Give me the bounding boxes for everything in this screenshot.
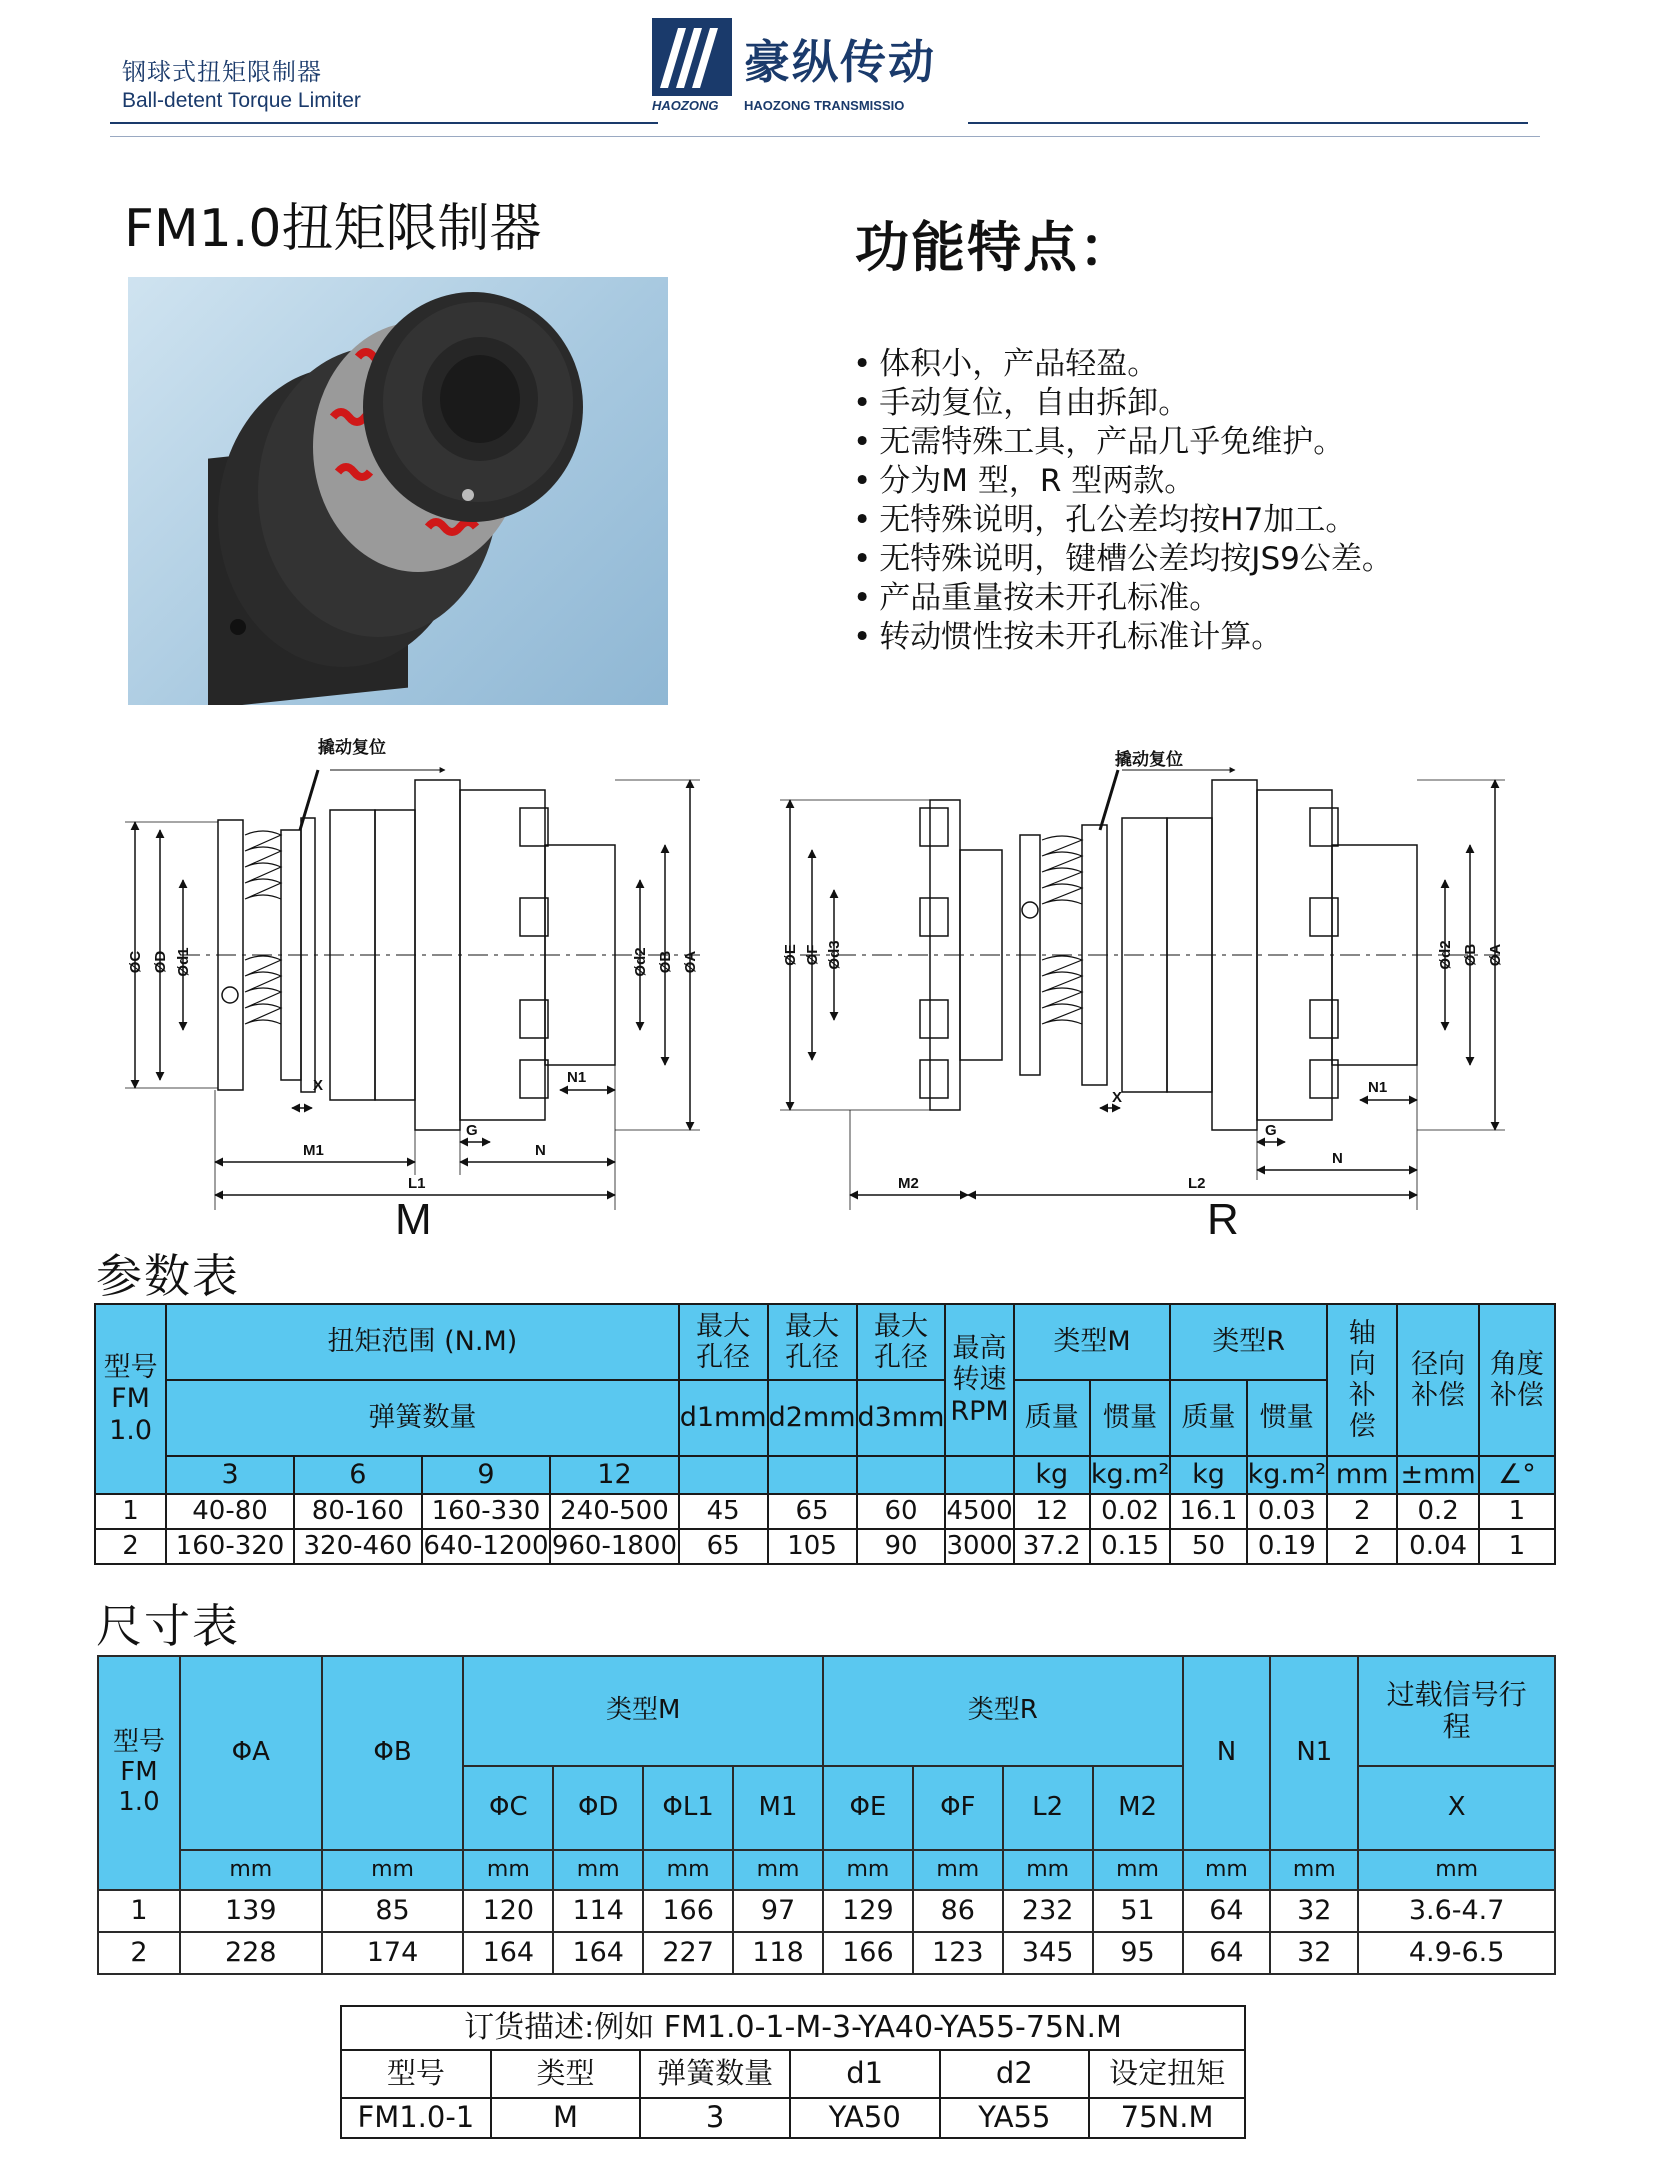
params-spring-3: 3 <box>166 1456 294 1494</box>
dims-phiA-header: ΦA <box>180 1656 322 1850</box>
dim-label: N1 <box>567 1069 587 1086</box>
feature-item: • 无特殊说明，孔公差均按H7加工。 <box>853 501 1393 540</box>
dim-label: L2 <box>1188 1175 1206 1192</box>
cell: 123 <box>913 1932 1003 1974</box>
cell: 2 <box>98 1932 180 1974</box>
dim-label: M2 <box>898 1175 919 1192</box>
cell: 65 <box>768 1494 857 1529</box>
drawing-m-type <box>125 770 700 1210</box>
dims-overload-header: 过载信号行 程 <box>1358 1656 1555 1766</box>
params-speed-header: 最高 转速 RPM <box>945 1304 1013 1456</box>
cell: 2 <box>1327 1494 1397 1529</box>
cell: 16.1 <box>1170 1494 1246 1529</box>
cell: 60 <box>857 1494 946 1529</box>
params-angular-header: 角度 补偿 <box>1479 1304 1555 1456</box>
dims-M2-header: M2 <box>1093 1766 1183 1850</box>
table-row <box>95 1494 1555 1529</box>
feature-item: • 产品重量按未开孔标准。 <box>853 579 1393 618</box>
dims-unit: mm <box>322 1850 464 1890</box>
header-rule-right <box>968 122 1528 124</box>
dims-phiB-header: ΦB <box>322 1656 464 1850</box>
header-rule-thin <box>110 136 1540 137</box>
cell: 2 <box>1327 1529 1397 1564</box>
order-value: 3 <box>640 2098 790 2138</box>
dim-label: M1 <box>303 1142 324 1159</box>
params-r-inertia-header: 惯量 <box>1247 1380 1327 1456</box>
feature-item: • 转动惯性按未开孔标准计算。 <box>853 618 1393 657</box>
dims-section-title: 尺寸表 <box>96 1599 240 1653</box>
cell: 120 <box>463 1890 553 1932</box>
dim-label: Ød2 <box>1437 940 1454 970</box>
cell: 1 <box>95 1494 166 1529</box>
dims-unit: mm <box>1183 1850 1271 1890</box>
technical-drawings <box>0 730 1653 1250</box>
params-unit-pm-mm: ±mm <box>1397 1456 1479 1494</box>
features-title: 功能特点： <box>855 216 1135 279</box>
cell: 0.03 <box>1247 1494 1327 1529</box>
dim-label: X <box>1112 1089 1123 1106</box>
params-maxbore-d1-header: 最大 孔径 <box>679 1304 768 1380</box>
params-d1-header: d1mm <box>679 1380 768 1456</box>
dims-X-header: X <box>1358 1766 1555 1850</box>
params-r-mass-header: 质量 <box>1170 1380 1246 1456</box>
cell: 12 <box>1014 1494 1090 1529</box>
cell: 32 <box>1270 1890 1358 1932</box>
params-d3-header: d3mm <box>857 1380 946 1456</box>
dim-label: ØD <box>152 950 169 974</box>
cell: 105 <box>768 1529 857 1564</box>
cell: 118 <box>733 1932 823 1974</box>
params-spring-6: 6 <box>294 1456 422 1494</box>
cell: 1 <box>1479 1529 1555 1564</box>
feature-item: • 无需特殊工具，产品几乎免维护。 <box>853 423 1393 462</box>
cell: 3.6-4.7 <box>1358 1890 1555 1932</box>
cell: 4.9-6.5 <box>1358 1932 1555 1974</box>
dim-label: N1 <box>1368 1079 1388 1096</box>
params-maxbore-d2-header: 最大 孔径 <box>768 1304 857 1380</box>
dims-unit: mm <box>913 1850 1003 1890</box>
header-left <box>122 52 361 113</box>
table-row <box>95 1529 1555 1564</box>
cell: 240-500 <box>550 1494 678 1529</box>
cell: 85 <box>322 1890 464 1932</box>
cell: 0.15 <box>1090 1529 1170 1564</box>
cell: 640-1200 <box>422 1529 550 1564</box>
order-header: d2 <box>940 2050 1090 2098</box>
dim-label: ØC <box>127 950 144 974</box>
params-torque-header: 扭矩范围 (N.M) <box>166 1304 679 1380</box>
dim-label: ØE <box>782 944 799 966</box>
params-spring-header: 弹簧数量 <box>166 1380 679 1456</box>
order-header: 弹簧数量 <box>640 2050 790 2098</box>
order-caption: 订货描述:例如 FM1.0-1-M-3-YA40-YA55-75N.M <box>341 2006 1245 2050</box>
dims-unit: mm <box>1270 1850 1358 1890</box>
dims-phiE-header: ΦE <box>823 1766 913 1850</box>
dims-unit: mm <box>1093 1850 1183 1890</box>
dim-label: ØA <box>1487 943 1504 967</box>
dim-label: G <box>1265 1122 1277 1139</box>
cell: 345 <box>1003 1932 1093 1974</box>
dims-phiD-header: ΦD <box>553 1766 643 1850</box>
dim-label: N <box>1332 1150 1343 1167</box>
cell: 95 <box>1093 1932 1183 1974</box>
header-en-title: Ball-detent Torque Limiter <box>122 89 361 112</box>
cell: 164 <box>463 1932 553 1974</box>
table-row <box>98 1932 1555 1974</box>
cell: 90 <box>857 1529 946 1564</box>
cell: 320-460 <box>294 1529 422 1564</box>
dims-M1-header: M1 <box>733 1766 823 1850</box>
params-m-mass-header: 质量 <box>1014 1380 1090 1456</box>
header-rule-left <box>110 122 658 124</box>
dims-N-header: N <box>1183 1656 1271 1850</box>
dims-L2-header: L2 <box>1003 1766 1093 1850</box>
cell: 2 <box>95 1529 166 1564</box>
order-table <box>340 2005 1246 2139</box>
cell: 129 <box>823 1890 913 1932</box>
cell: 65 <box>679 1529 768 1564</box>
cell: 45 <box>679 1494 768 1529</box>
params-spring-12: 12 <box>550 1456 678 1494</box>
cell: 50 <box>1170 1529 1246 1564</box>
dims-unit: mm <box>180 1850 322 1890</box>
cell: 86 <box>913 1890 1003 1932</box>
dims-unit: mm <box>553 1850 643 1890</box>
params-type-r-header: 类型R <box>1170 1304 1327 1380</box>
table-row <box>341 2098 1245 2138</box>
dim-label: Ød1 <box>175 947 192 977</box>
header-cn-title: 钢球式扭矩限制器 <box>122 58 322 86</box>
dims-unit: mm <box>1003 1850 1093 1890</box>
cell: 64 <box>1183 1932 1271 1974</box>
dim-label: G <box>466 1122 478 1139</box>
params-table <box>94 1303 1556 1565</box>
params-axial-header: 轴 向 补 偿 <box>1327 1304 1397 1456</box>
order-value: 75N.M <box>1089 2098 1245 2138</box>
dim-label: ØB <box>657 950 674 974</box>
cell: 64 <box>1183 1890 1271 1932</box>
cell: 160-330 <box>422 1494 550 1529</box>
dim-label: Ød2 <box>632 947 649 977</box>
drawing-label-m: M <box>395 1195 432 1244</box>
cell: 960-1800 <box>550 1529 678 1564</box>
order-header: d1 <box>790 2050 940 2098</box>
cell: 228 <box>180 1932 322 1974</box>
cell: 227 <box>643 1932 733 1974</box>
order-value: YA50 <box>790 2098 940 2138</box>
cell: 0.02 <box>1090 1494 1170 1529</box>
params-section-title: 参数表 <box>96 1249 240 1303</box>
dims-unit: mm <box>733 1850 823 1890</box>
cell: 80-160 <box>294 1494 422 1529</box>
cell: 166 <box>823 1932 913 1974</box>
dims-unit: mm <box>823 1850 913 1890</box>
cell: 232 <box>1003 1890 1093 1932</box>
dims-phiC-header: ΦC <box>463 1766 553 1850</box>
order-value: M <box>491 2098 641 2138</box>
params-unit-kgm2: kg.m² <box>1247 1456 1327 1494</box>
cell: 166 <box>643 1890 733 1932</box>
feature-item: • 体积小，产品轻盈。 <box>853 345 1393 384</box>
cell: 0.04 <box>1397 1529 1479 1564</box>
dim-label: ØA <box>682 950 699 974</box>
order-header: 型号 <box>341 2050 491 2098</box>
cell: 114 <box>553 1890 643 1932</box>
cell: 1 <box>98 1890 180 1932</box>
dim-label: Ød3 <box>826 940 843 970</box>
reset-label-m: 撬动复位 <box>318 738 386 757</box>
params-type-m-header: 类型M <box>1014 1304 1171 1380</box>
dim-label: N <box>535 1142 546 1159</box>
cell: 97 <box>733 1890 823 1932</box>
dims-phiL1-header: ΦL1 <box>643 1766 733 1850</box>
params-unit-mm: mm <box>1327 1456 1397 1494</box>
params-spring-9: 9 <box>422 1456 550 1494</box>
logo-cn-text: 豪纵传动 <box>744 35 936 89</box>
features-list <box>853 345 1393 657</box>
dims-type-m-header: 类型M <box>463 1656 823 1766</box>
drawing-r-labels <box>782 749 1504 1192</box>
order-value: YA55 <box>940 2098 1090 2138</box>
cell: 32 <box>1270 1932 1358 1974</box>
params-d2-header: d2mm <box>768 1380 857 1456</box>
dims-model-header: 型号 FM 1.0 <box>98 1656 180 1890</box>
cell: 0.19 <box>1247 1529 1327 1564</box>
dims-unit: mm <box>643 1850 733 1890</box>
cell: 40-80 <box>166 1494 294 1529</box>
cell: 1 <box>1479 1494 1555 1529</box>
drawing-label-r: R <box>1207 1195 1239 1244</box>
order-header: 类型 <box>491 2050 641 2098</box>
params-model-header: 型号 FM 1.0 <box>95 1304 166 1494</box>
params-m-inertia-header: 惯量 <box>1090 1380 1170 1456</box>
order-header: 设定扭矩 <box>1089 2050 1245 2098</box>
product-title: FM1.0扭矩限制器 <box>124 199 542 259</box>
cell: 51 <box>1093 1890 1183 1932</box>
logo-en-left: HAOZONG <box>652 98 719 113</box>
torque-limiter-render-icon <box>128 277 668 705</box>
order-value: FM1.0-1 <box>341 2098 491 2138</box>
dims-phiF-header: ΦF <box>913 1766 1003 1850</box>
feature-item: • 手动复位，自由拆卸。 <box>853 384 1393 423</box>
drawing-m-labels <box>127 737 699 1192</box>
cell: 174 <box>322 1932 464 1974</box>
params-radial-header: 径向 补偿 <box>1397 1304 1479 1456</box>
dims-table <box>97 1655 1556 1975</box>
dims-N1-header: N1 <box>1270 1656 1358 1850</box>
feature-item: • 无特殊说明，键槽公差均按JS9公差。 <box>853 540 1393 579</box>
dims-unit: mm <box>463 1850 553 1890</box>
params-unit-deg: ∠° <box>1479 1456 1555 1494</box>
dim-label: ØF <box>804 944 821 966</box>
dims-type-r-header: 类型R <box>823 1656 1183 1766</box>
dim-label: X <box>313 1077 324 1094</box>
product-photo <box>128 277 668 705</box>
cell: 3000 <box>945 1529 1013 1564</box>
params-unit-kg: kg <box>1014 1456 1090 1494</box>
drawing-r-type <box>780 770 1505 1210</box>
cell: 160-320 <box>166 1529 294 1564</box>
cell: 0.2 <box>1397 1494 1479 1529</box>
cell: 4500 <box>945 1494 1013 1529</box>
brand-logo <box>652 18 942 113</box>
feature-item: • 分为M 型，R 型两款。 <box>853 462 1393 501</box>
cell: 164 <box>553 1932 643 1974</box>
table-row <box>98 1890 1555 1932</box>
params-unit-kg: kg <box>1170 1456 1246 1494</box>
cell: 37.2 <box>1014 1529 1090 1564</box>
cell: 139 <box>180 1890 322 1932</box>
logo-en-right: HAOZONG TRANSMISSIO <box>744 98 905 113</box>
params-maxbore-d3-header: 最大 孔径 <box>857 1304 946 1380</box>
dims-unit: mm <box>1358 1850 1555 1890</box>
logo-mark-icon <box>652 18 732 98</box>
dim-label: L1 <box>408 1175 426 1192</box>
dim-label: ØB <box>1462 943 1479 967</box>
reset-label-r: 撬动复位 <box>1115 750 1183 769</box>
params-unit-kgm2: kg.m² <box>1090 1456 1170 1494</box>
